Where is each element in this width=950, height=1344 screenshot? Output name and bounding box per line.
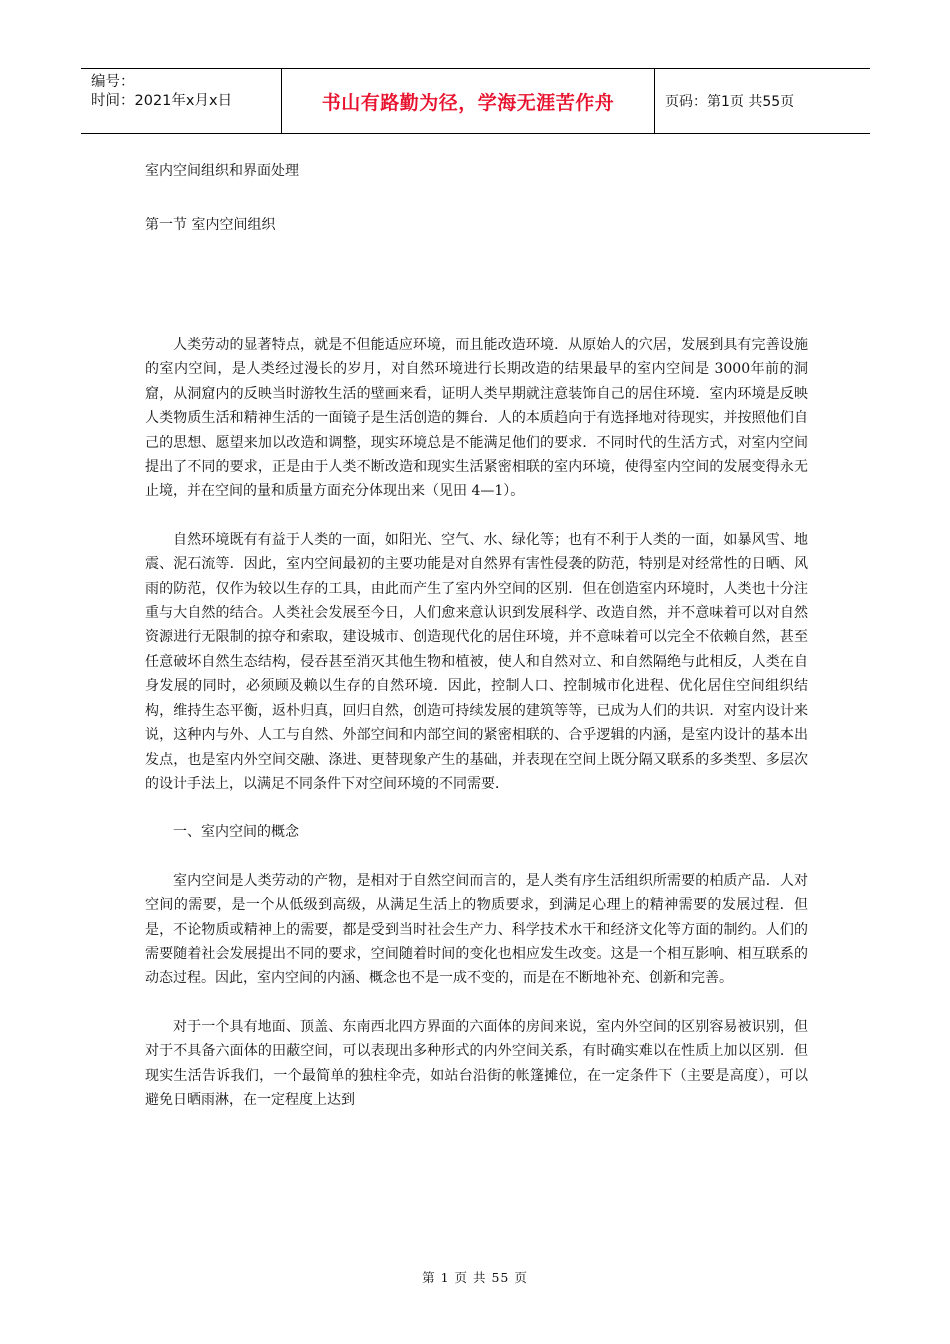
page-header: [81, 68, 870, 134]
subsection-heading: 一、室内空间的概念: [173, 824, 299, 841]
page-footer: [0, 1268, 950, 1286]
paragraph-1: 人类劳动的显著特点，就是不但能适应环境，而且能改造环境．从原始人的穴居，发展到具有完善设施的室内空间，是人类经过漫长的岁月，对自然环境进行长期改造的结果最早的室内空间是 3000年前的洞窟，从洞窟内的反映当时游牧生活的壁画来看，证明人类早期就注意装饰自己的居住环境．室内环境是反映人类物质生活和精神生活的一面镜子是生活创造的舞台．人的本质趋向于有选择地对待现实，并按照他们自己的思想、愿望来加以改造和调整，现实环境总是不能满足他们的要求．不同时代的生活方式，对室内空间提出了不同的要求，正是由于人类不断改造和现实生活紧密相联的室内环境，使得室内空间的发展变得永无止境，并在空间的量和质量方面充分体现出来（见田 4—1）。: [145, 337, 808, 500]
header-page-number: 页码：第1页 共55页: [665, 94, 795, 110]
header-motto: 书山有路勤为径，学海无涯苦作舟: [321, 91, 615, 114]
section-heading: 第一节 室内空间组织: [145, 217, 276, 233]
header-motto-cell: [282, 69, 655, 133]
paragraph-4: 对于一个具有地面、顶盖、东南西北四方界面的六面体的房间来说，室内外空间的区别容易被识别，但对于不具备六面体的田蔽空间，可以表现出多种形式的内外空间关系，有时确实难以在性质上加以区别．但现实生活告诉我们，一个最简单的独柱伞壳，如站台沿街的帐篷摊位，在一定条件下（主要是高度），可以避免日晒雨淋，在一定程度上达到: [145, 1018, 808, 1108]
paragraph-2: 自然环境既有有益于人类的一面，如阳光、空气、水、绿化等；也有不利于人类的一面，如暴风雪、地震、泥石流等．因此，室内空间最初的主要功能是对自然界有害性侵袭的防范，特别是对经常性的日晒、风雨的防范，仅作为较以生存的工具，由此而产生了室内外空间的区别．但在创造室内环境时，人类也十分注重与大自然的结合。人类社会发展至今日，人们愈来意认识到发展科学、改造自然，并不意味着可以对自然资源进行无限制的掠夺和索取，建设城市、创造现代化的居住环境，并不意味着可以完全不依赖自然，甚至任意破坏自然生态结构，侵吞甚至消灭其他生物和植被，使人和自然对立、和自然隔绝与此相反，人类在自身发展的同时，必须顾及赖以生存的自然环境．因此，控制人口、控制城市化进程、优化居住空间组织结构，维持生态平衡，返朴归真，回归自然，创造可持续发展的建筑等等，已成为人们的共识．对室内设计来说，这种内与外、人工与自然、外部空间和内部空间的紧密相联的、合乎逻辑的内涵，是室内设计的基本出发点，也是室内外空间交融、涤进、更替现象产生的基础，并表现在空间上既分隔又联系的多类型、多层次的设计手法上，以满足不同条件下对空间环境的不同需要．: [145, 531, 808, 792]
footer-page-number: 第 1 页 共 55 页: [422, 1270, 528, 1285]
header-page-cell: [655, 69, 870, 133]
paragraph-3: 室内空间是人类劳动的产物，是相对于自然空间而言的，是人类有序生活组织所需要的柏质产品．人对空间的需要，是一个从低级到高级，从满足生活上的物质要求，到满足心理上的精神需要的发展过程．但是，不论物质或精神上的需要，都是受到当时社会生产力、科学技术水干和经济文化等方面的制约。人们的需要随着社会发展提出不同的要求，空间随着时间的变化也相应发生改变。这是一个相互影响、相互联系的动态过程。因此，室内空间的内涵、概念也不是一成不变的，而是在不断地补充、创新和完善。: [145, 872, 808, 987]
header-meta: [81, 69, 282, 133]
document-body: [145, 333, 808, 1112]
document-time-label: 时间：2021年x月x日: [91, 93, 233, 109]
document-title: 室内空间组织和界面处理: [145, 163, 299, 179]
document-number-label: 编号：: [91, 74, 135, 90]
